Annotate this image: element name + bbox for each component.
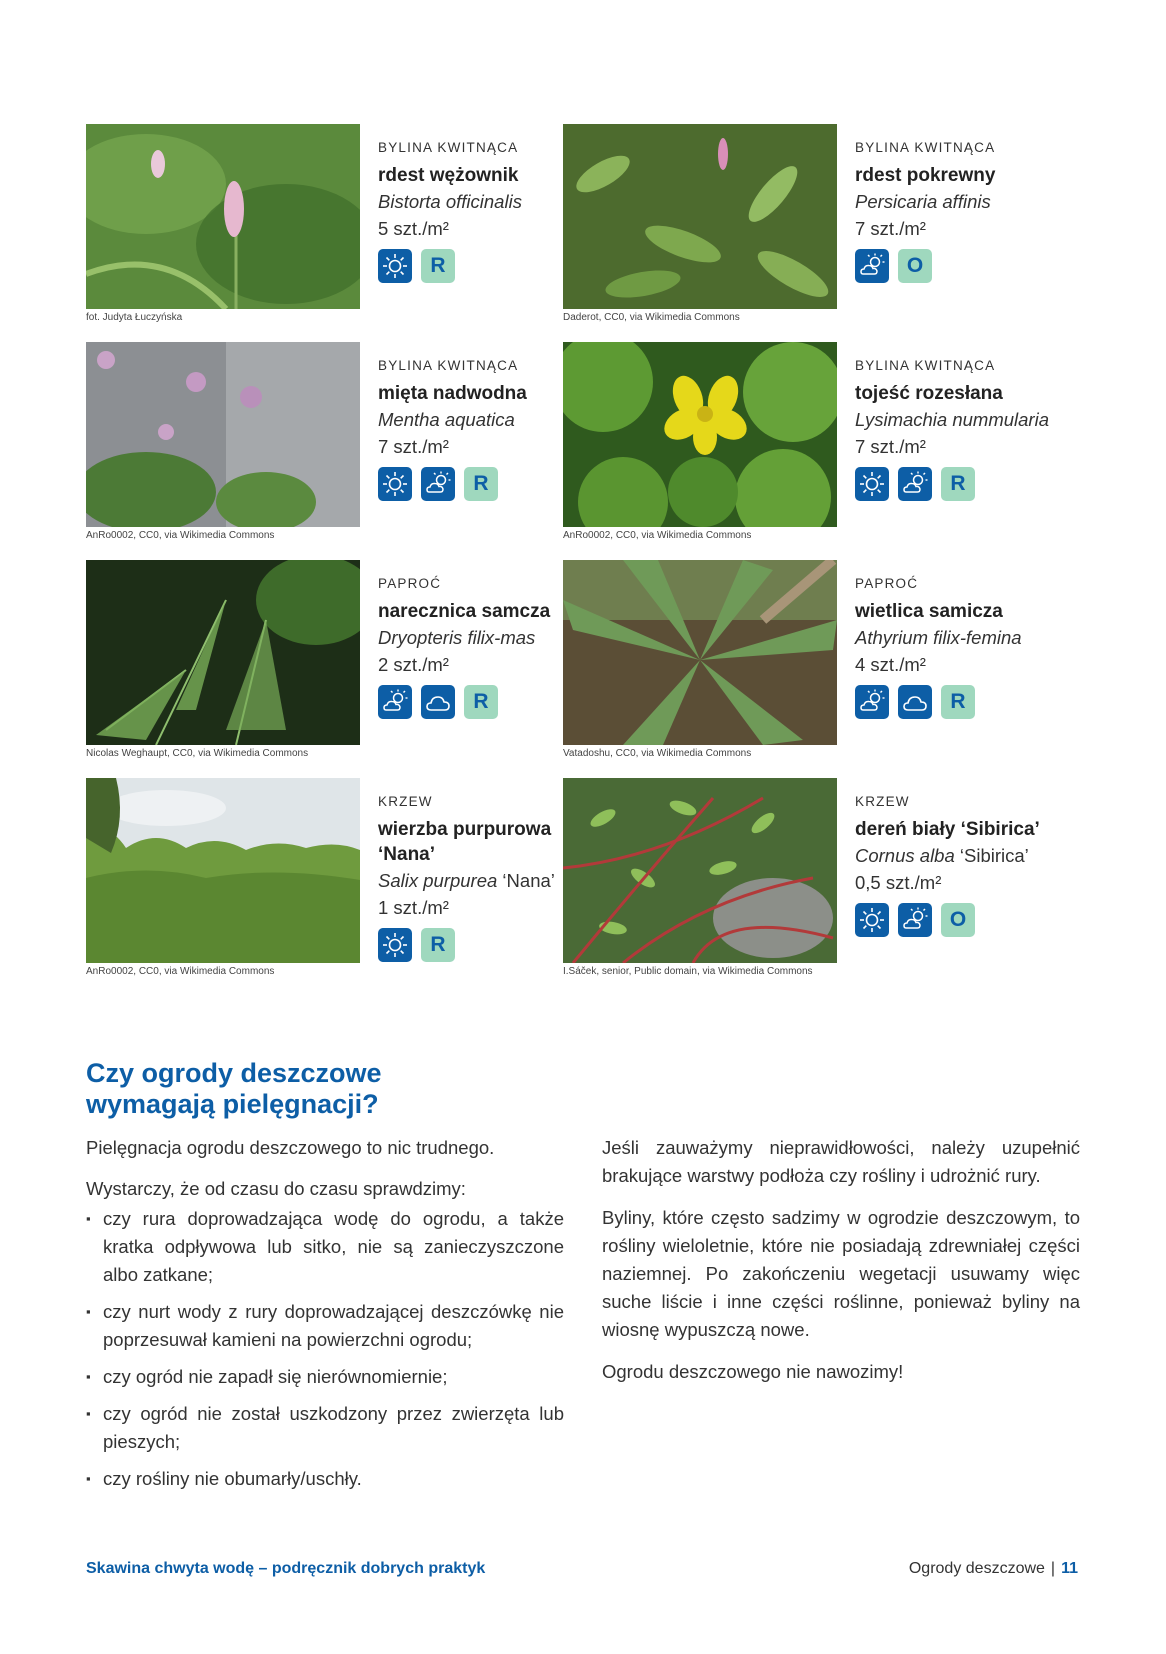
- plant-photo: [86, 124, 360, 309]
- footer-page-info: [909, 1560, 1078, 1578]
- paragraph: Byliny, które często sadzimy w ogrodzie deszczowym, to rośliny wieloletnie, które nie posiadają zdrewniałej części naziemnej. Po zakończeniu wegetacji usuwamy więc suche liście i inne części roślinne, ponieważ byliny na wiosnę wypuszczą nowe.: [602, 1207, 1080, 1340]
- footer-publication-title: Skawina chwyta wodę – podręcznik dobrych praktyk: [86, 1560, 486, 1577]
- plant-density: 0,5 szt./m²: [855, 872, 942, 893]
- photo-credit: I.Sáček, senior, Public domain, via Wikimedia Commons: [563, 966, 813, 977]
- sun-icon: [378, 467, 412, 501]
- footer-separator: |: [1050, 1560, 1056, 1577]
- plant-common-name: dereń biały ‘Sibirica’: [855, 819, 1040, 840]
- plant-latin-name: Bistorta officinalis: [378, 191, 522, 212]
- plant-density: 1 szt./m²: [378, 897, 449, 918]
- soil-badge: R: [421, 928, 455, 962]
- checklist-intro: Wystarczy, że od czasu do czasu sprawdzimy:: [86, 1178, 466, 1199]
- plant-latin-name: Cornus alba ‘Sibirica’: [855, 845, 1029, 866]
- sun-icon: [855, 903, 889, 937]
- plant-photo: [563, 778, 837, 963]
- plant-category: KRZEW: [855, 794, 910, 809]
- plant-card: [86, 560, 576, 760]
- plant-category: BYLINA KWITNĄCA: [378, 140, 519, 155]
- plant-density: 4 szt./m²: [855, 654, 926, 675]
- checklist-item: ▪ czy rośliny nie obumarły/uschły.: [86, 1465, 564, 1493]
- plant-category: PAPROĆ: [378, 576, 442, 591]
- page-number: 11: [1061, 1560, 1078, 1577]
- plant-density: 5 szt./m²: [378, 218, 449, 239]
- partly-cloudy-icon: [421, 467, 455, 501]
- soil-badge: R: [464, 467, 498, 501]
- plant-card: [86, 778, 576, 978]
- plant-category: KRZEW: [378, 794, 433, 809]
- photo-credit: Vatadoshu, CC0, via Wikimedia Commons: [563, 748, 752, 759]
- soil-badge: R: [941, 467, 975, 501]
- plant-common-name: narecznica samcza: [378, 601, 551, 622]
- photo-credit: AnRo0002, CC0, via Wikimedia Commons: [86, 966, 275, 977]
- photo-credit: fot. Judyta Łuczyńska: [86, 312, 183, 323]
- plant-latin-name: Persicaria affinis: [855, 191, 991, 212]
- soil-badge: O: [898, 249, 932, 283]
- plant-common-name: tojeść rozesłana: [855, 383, 1003, 404]
- plant-card: [563, 778, 1053, 978]
- section-heading: Czy ogrody deszczowe wymagają pielęgnacji?: [86, 1058, 382, 1119]
- plant-latin-name: Dryopteris filix-mas: [378, 627, 536, 648]
- footer-section-label: Ogrody deszczowe: [908, 1560, 1045, 1577]
- partly-cloudy-icon: [378, 685, 412, 719]
- partly-cloudy-icon: [898, 467, 932, 501]
- checklist-item: ▪ czy ogród nie zapadł się nierównomiernie;: [86, 1363, 564, 1391]
- plant-card: [563, 342, 1053, 542]
- partly-cloudy-icon: [855, 249, 889, 283]
- plant-photo: [86, 342, 360, 527]
- checklist-item: ▪ czy ogród nie został uszkodzony przez zwierzęta lub pieszych;: [86, 1400, 564, 1456]
- photo-credit: Daderot, CC0, via Wikimedia Commons: [563, 312, 740, 323]
- soil-badge: R: [941, 685, 975, 719]
- plant-common-name: wierzba purpurowa ‘Nana’: [378, 819, 552, 865]
- sun-icon: [855, 467, 889, 501]
- plant-category: BYLINA KWITNĄCA: [855, 358, 996, 373]
- plant-category: BYLINA KWITNĄCA: [855, 140, 996, 155]
- partly-cloudy-icon: [898, 903, 932, 937]
- soil-badge: O: [941, 903, 975, 937]
- plant-card: [563, 560, 1053, 760]
- plant-card: [86, 342, 576, 542]
- plant-category: PAPROĆ: [855, 576, 919, 591]
- photo-credit: AnRo0002, CC0, via Wikimedia Commons: [563, 530, 752, 541]
- right-column: [602, 1134, 1080, 1400]
- plant-common-name: mięta nadwodna: [378, 383, 527, 404]
- plant-photo: [563, 560, 837, 745]
- plant-photo: [86, 778, 360, 963]
- plant-latin-name: Salix purpurea ‘Nana’: [378, 870, 555, 891]
- cloud-icon: [898, 685, 932, 719]
- soil-badge: R: [421, 249, 455, 283]
- checklist-item: ▪ czy rura doprowadzająca wodę do ogrodu, a także kratka odpływowa lub sitko, nie są zanieczyszczone albo zatkane;: [86, 1205, 564, 1289]
- plant-common-name: wietlica samicza: [855, 601, 1003, 622]
- plant-density: 7 szt./m²: [855, 218, 926, 239]
- soil-badge: R: [464, 685, 498, 719]
- left-column: [86, 1134, 564, 1502]
- plant-photo: [563, 342, 837, 527]
- checklist: [86, 1205, 564, 1493]
- plant-photo: [86, 560, 360, 745]
- plant-card: [86, 124, 576, 324]
- plant-common-name: rdest wężownik: [378, 165, 519, 186]
- paragraph: Ogrodu deszczowego nie nawozimy!: [602, 1361, 904, 1382]
- intro-paragraph: Pielęgnacja ogrodu deszczowego to nic trudnego.: [86, 1137, 495, 1158]
- paragraph: Jeśli zauważymy nieprawidłowości, należy uzupełnić brakujące warstwy podłoża czy rośliny i udrożnić rury.: [602, 1137, 1080, 1186]
- sun-icon: [378, 249, 412, 283]
- plant-common-name: rdest pokrewny: [855, 165, 996, 186]
- plant-category: BYLINA KWITNĄCA: [378, 358, 519, 373]
- plant-latin-name: Mentha aquatica: [378, 409, 515, 430]
- photo-credit: AnRo0002, CC0, via Wikimedia Commons: [86, 530, 275, 541]
- plant-density: 7 szt./m²: [378, 436, 449, 457]
- plant-latin-name: Athyrium filix-femina: [855, 627, 1022, 648]
- cloud-icon: [421, 685, 455, 719]
- plant-density: 7 szt./m²: [855, 436, 926, 457]
- plant-latin-name: Lysimachia nummularia: [855, 409, 1049, 430]
- plant-card: [563, 124, 1053, 324]
- checklist-item: ▪ czy nurt wody z rury doprowadzającej deszczówkę nie poprzesuwał kamieni na powierzchni ogrodu;: [86, 1298, 564, 1354]
- plant-density: 2 szt./m²: [378, 654, 449, 675]
- photo-credit: Nicolas Weghaupt, CC0, via Wikimedia Commons: [86, 748, 309, 759]
- sun-icon: [378, 928, 412, 962]
- plant-photo: [563, 124, 837, 309]
- partly-cloudy-icon: [855, 685, 889, 719]
